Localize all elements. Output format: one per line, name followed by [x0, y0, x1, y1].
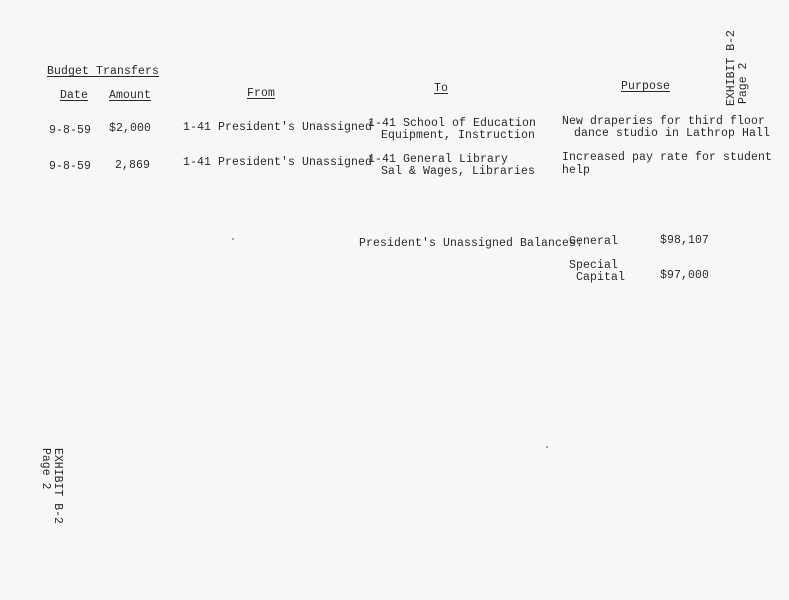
exhibit-label-bottom: EXHIBIT B-2 [51, 448, 64, 524]
row-amount: 2,869 [115, 159, 151, 172]
row-date: 9-8-59 [49, 124, 92, 137]
scan-speck [546, 446, 548, 448]
column-header-purpose: Purpose [621, 80, 671, 93]
scan-speck [232, 238, 234, 240]
section-title: Budget Transfers [47, 65, 160, 78]
row-to-line2: Sal & Wages, Libraries [381, 165, 536, 178]
row-purpose-line2: dance studio in Lathrop Hall [574, 127, 771, 140]
exhibit-label-top: EXHIBIT B-2 [725, 30, 738, 106]
row-purpose-line1: Increased pay rate for student [562, 151, 773, 164]
balance-general-value: $98,107 [660, 234, 710, 247]
column-header-date: Date [60, 89, 89, 102]
row-to-line2: Equipment, Instruction [381, 129, 536, 142]
balance-special-label-line2: Capital [576, 271, 626, 284]
balance-special-label-line1: Special [569, 259, 619, 272]
column-header-to: To [434, 82, 449, 95]
exhibit-page-top: Page 2 [737, 62, 750, 104]
row-to-line1: 1-41 School of Education [368, 117, 537, 130]
row-to-line1: 1-41 General Library [368, 153, 509, 166]
balance-special-value: $97,000 [660, 269, 710, 282]
exhibit-page-bottom: Page 2 [39, 448, 52, 490]
column-header-from: From [247, 87, 276, 100]
row-amount: $2,000 [109, 122, 152, 135]
row-purpose-line1: New draperies for third floor [562, 115, 766, 128]
balances-label: President's Unassigned Balances: [359, 237, 584, 250]
row-date: 9-8-59 [49, 160, 92, 173]
balance-general-label: General [569, 235, 619, 248]
column-header-amount: Amount [109, 89, 152, 102]
row-from: 1-41 President's Unassigned [183, 156, 373, 169]
row-purpose-line2: help [562, 164, 591, 177]
row-from: 1-41 President's Unassigned [183, 121, 373, 134]
